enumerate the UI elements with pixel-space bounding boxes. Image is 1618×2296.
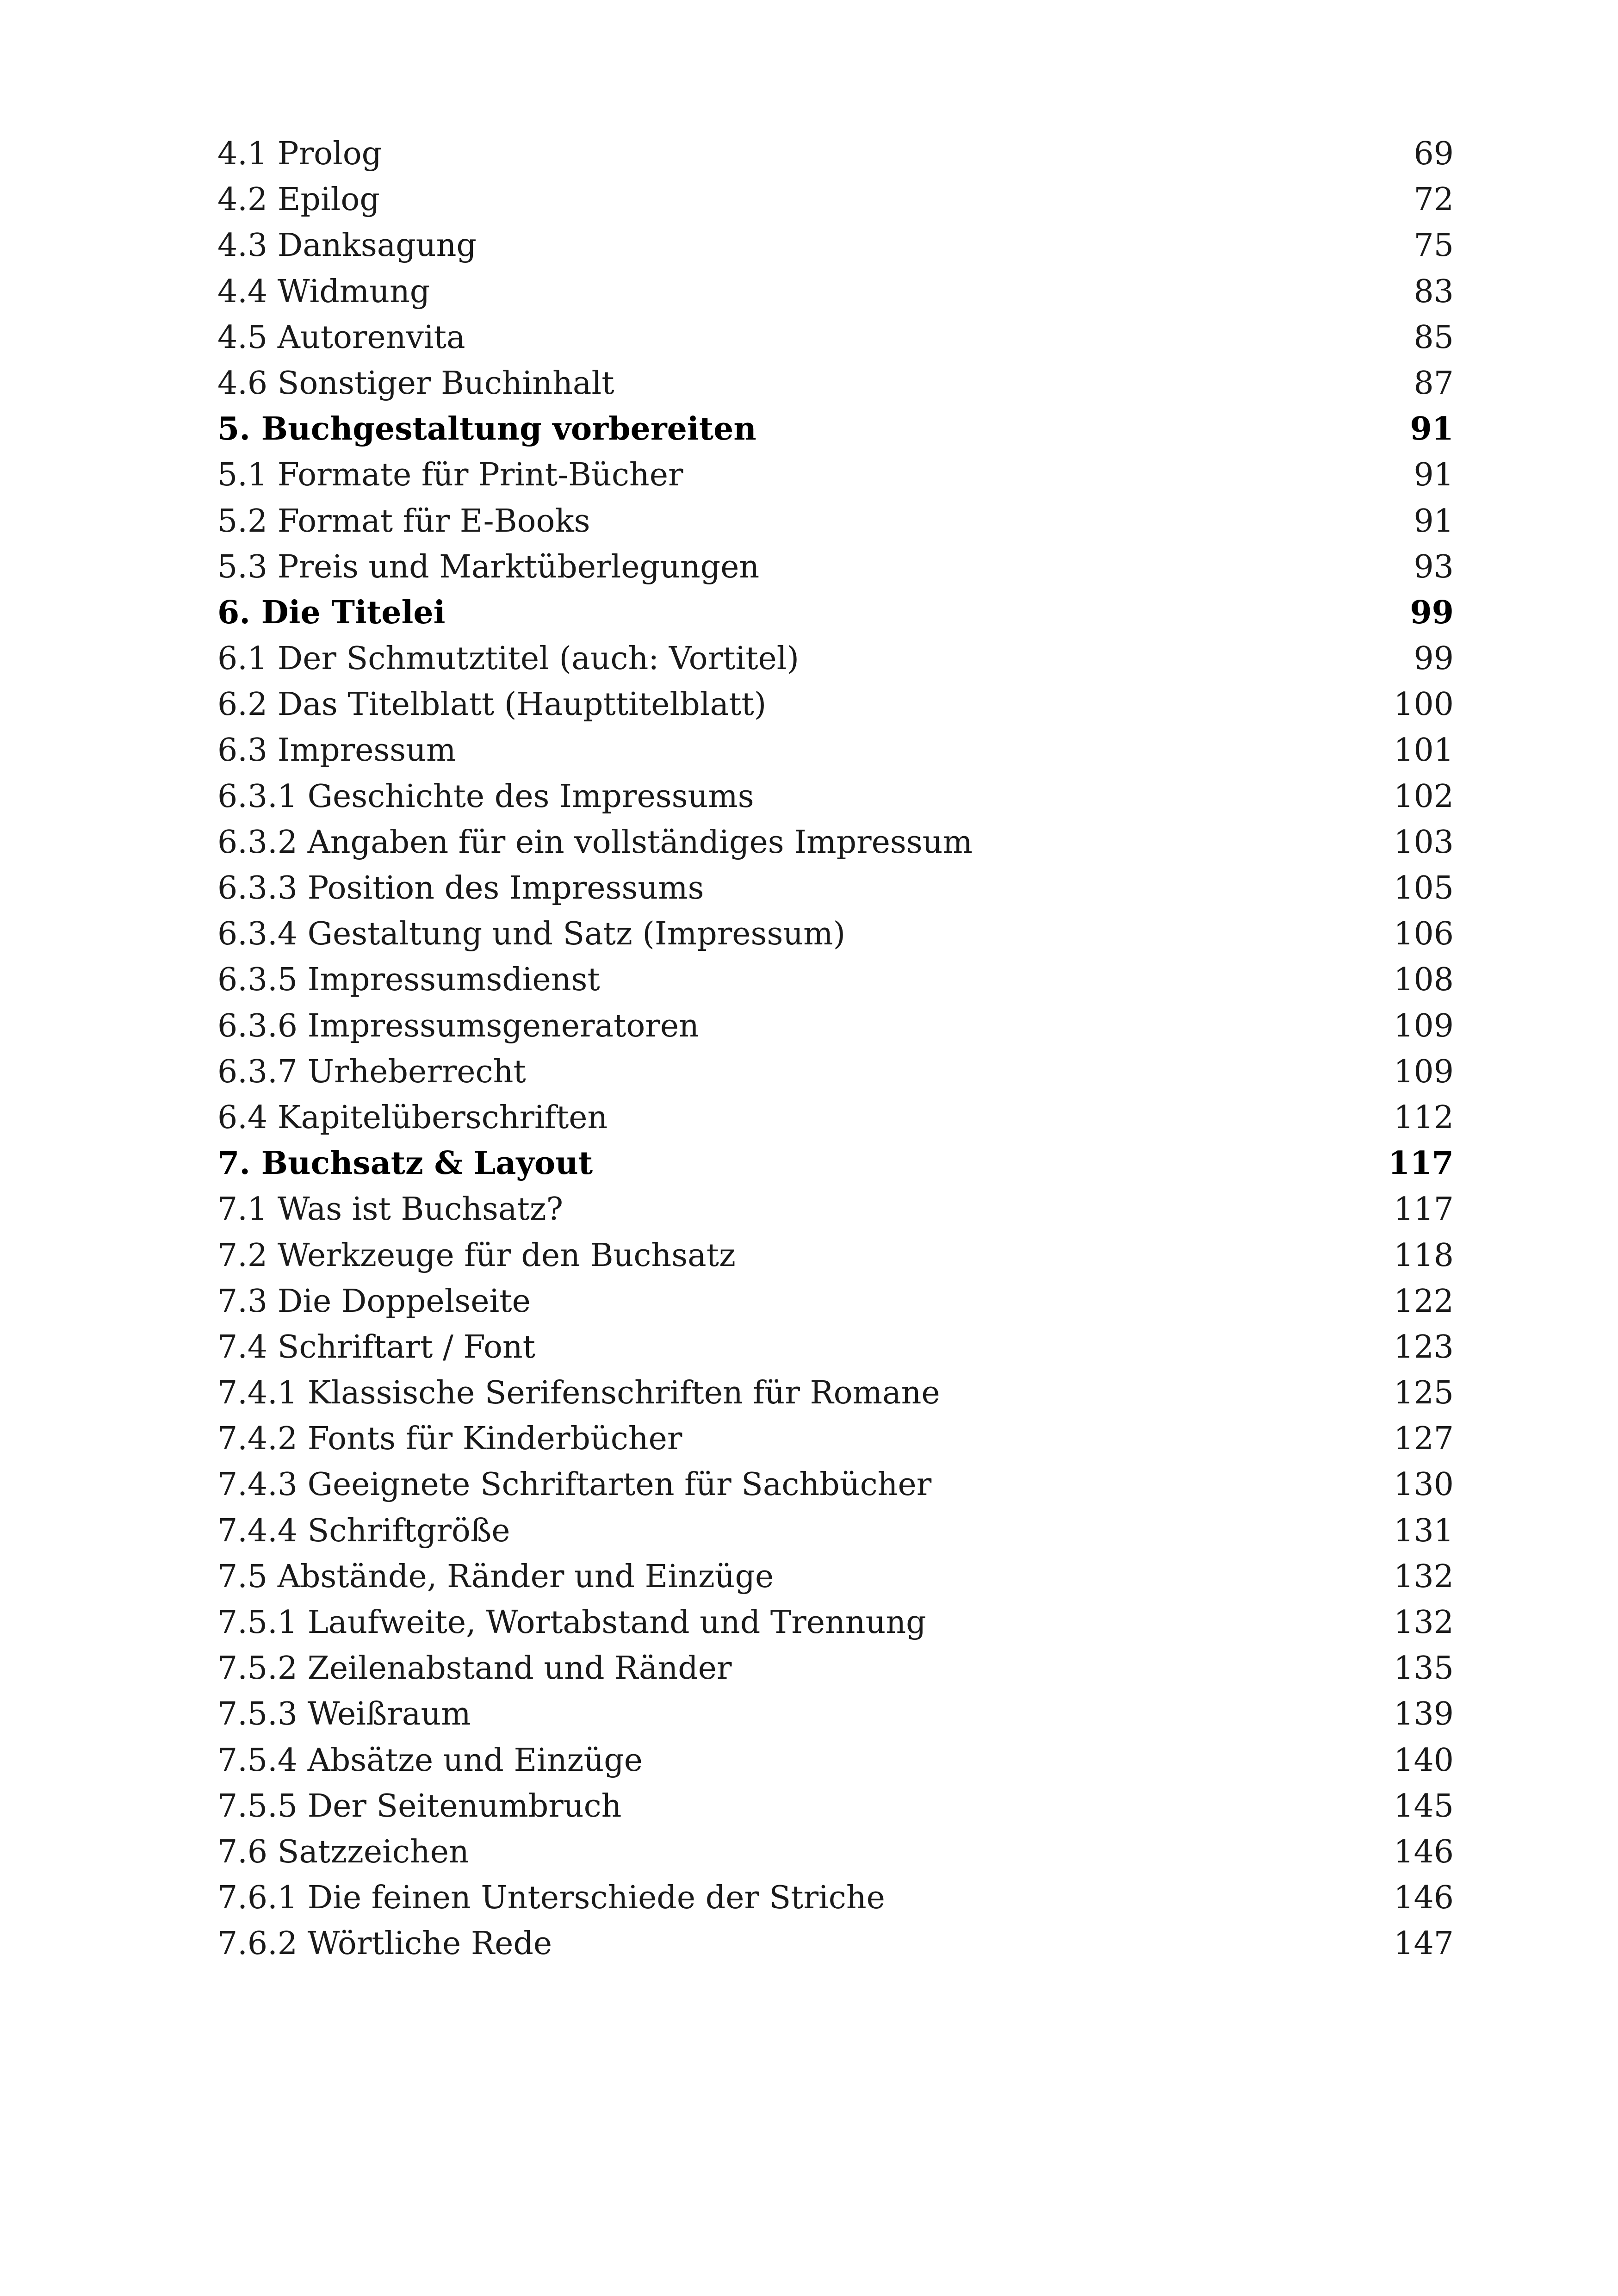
toc-entry-title: 6.3.7 Urheberrecht (217, 1053, 526, 1090)
toc-entry-page-number: 69 (1413, 136, 1454, 172)
toc-entry (217, 1829, 1454, 1875)
toc-entry (217, 1554, 1454, 1600)
toc-entry-page-number: 108 (1394, 962, 1454, 999)
toc-entry (217, 957, 1454, 1003)
table-of-contents (217, 131, 1454, 1967)
toc-entry-page-number: 99 (1410, 594, 1454, 631)
toc-entry-title: 6.3.3 Position des Impressums (217, 870, 704, 906)
toc-entry (217, 1186, 1454, 1232)
toc-entry-page-number: 146 (1394, 1833, 1454, 1870)
toc-entry-page-number: 72 (1413, 181, 1454, 218)
toc-entry-title: 7.4.4 Schriftgröße (217, 1512, 510, 1549)
toc-entry-title: 7.6 Satzzeichen (217, 1833, 469, 1870)
toc-entry-title: 4.4 Widmung (217, 273, 430, 310)
toc-entry-title: 4.1 Prolog (217, 136, 382, 172)
toc-entry-page-number: 123 (1394, 1328, 1454, 1365)
toc-entry (217, 819, 1454, 865)
toc-entry-page-number: 130 (1394, 1466, 1454, 1503)
toc-entry-title: 4.5 Autorenvita (217, 319, 465, 356)
toc-entry-page-number: 101 (1394, 732, 1454, 769)
toc-entry-title: 7.3 Die Doppelseite (217, 1283, 531, 1320)
toc-entry-page-number: 125 (1394, 1375, 1454, 1412)
toc-entry (217, 452, 1454, 498)
toc-entry-title: 6.2 Das Titelblatt (Haupttitelblatt) (217, 686, 767, 723)
toc-entry (217, 1691, 1454, 1737)
toc-entry-title: 7. Buchsatz & Layout (217, 1145, 593, 1182)
toc-entry-title: 7.5.1 Laufweite, Wortabstand und Trennung (217, 1604, 926, 1641)
toc-entry (217, 1049, 1454, 1095)
toc-entry-title: 4.3 Danksagung (217, 227, 477, 264)
toc-entry-title: 7.6.2 Wörtliche Rede (217, 1925, 552, 1962)
toc-entry (217, 544, 1454, 590)
toc-entry-page-number: 85 (1413, 319, 1454, 356)
toc-entry-page-number: 102 (1394, 778, 1454, 815)
toc-entry-title: 6. Die Titelei (217, 594, 446, 631)
toc-entry (217, 1370, 1454, 1416)
toc-entry (217, 360, 1454, 406)
toc-entry-title: 7.5.3 Weißraum (217, 1696, 471, 1733)
toc-entry (217, 1416, 1454, 1462)
toc-entry (217, 682, 1454, 727)
toc-entry (217, 1095, 1454, 1141)
toc-entry (217, 774, 1454, 819)
toc-entry-title: 6.4 Kapitelüberschriften (217, 1099, 608, 1136)
toc-entry (217, 498, 1454, 544)
toc-entry-title: 7.5.2 Zeilenabstand und Ränder (217, 1650, 732, 1687)
toc-entry-title: 7.6.1 Die feinen Unterschiede der Striche (217, 1880, 885, 1917)
toc-entry (217, 1738, 1454, 1783)
toc-entry (217, 1462, 1454, 1508)
toc-entry (217, 177, 1454, 223)
toc-entry-page-number: 140 (1394, 1742, 1454, 1779)
toc-entry-page-number: 117 (1394, 1191, 1454, 1228)
toc-entry-page-number: 91 (1413, 503, 1454, 540)
toc-entry-page-number: 135 (1394, 1650, 1454, 1687)
toc-entry-page-number: 122 (1394, 1283, 1454, 1320)
toc-entry-page-number: 91 (1413, 457, 1454, 494)
toc-entry-page-number: 83 (1413, 273, 1454, 310)
toc-entry-page-number: 75 (1413, 227, 1454, 264)
toc-entry (217, 1783, 1454, 1829)
toc-entry-page-number: 91 (1410, 410, 1454, 448)
toc-entry-title: 6.3 Impressum (217, 732, 456, 769)
toc-entry-title: 4.6 Sonstiger Buchinhalt (217, 365, 614, 402)
toc-entry (217, 1875, 1454, 1921)
toc-entry (217, 1233, 1454, 1278)
toc-entry-page-number: 132 (1394, 1558, 1454, 1595)
toc-entry-page-number: 106 (1394, 916, 1454, 953)
toc-entry-page-number: 99 (1413, 640, 1454, 677)
toc-entry-page-number: 127 (1394, 1421, 1454, 1458)
toc-entry-title: 6.3.2 Angaben für ein vollständiges Impressum (217, 824, 973, 861)
toc-entry-page-number: 93 (1413, 548, 1454, 585)
toc-entry (217, 727, 1454, 773)
toc-entry-title: 7.2 Werkzeuge für den Buchsatz (217, 1237, 736, 1274)
toc-entry-title: 7.4 Schriftart / Font (217, 1328, 536, 1365)
toc-entry-page-number: 112 (1394, 1099, 1454, 1136)
toc-entry-title: 6.1 Der Schmutztitel (auch: Vortitel) (217, 640, 800, 677)
toc-entry (217, 911, 1454, 957)
toc-entry-title: 7.5 Abstände, Ränder und Einzüge (217, 1558, 774, 1595)
toc-entry-title: 4.2 Epilog (217, 181, 380, 218)
toc-entry (217, 865, 1454, 911)
toc-entry (217, 636, 1454, 682)
toc-entry-page-number: 109 (1394, 1007, 1454, 1044)
toc-entry-title: 5.2 Format für E-Books (217, 503, 590, 540)
toc-entry-page-number: 132 (1394, 1604, 1454, 1641)
toc-chapter-heading (217, 1141, 1454, 1186)
toc-entry-title: 5.1 Formate für Print-Bücher (217, 457, 683, 494)
toc-entry-title: 7.1 Was ist Buchsatz? (217, 1191, 564, 1228)
toc-entry-page-number: 117 (1388, 1145, 1454, 1182)
toc-entry-page-number: 87 (1413, 365, 1454, 402)
toc-entry-page-number: 139 (1394, 1696, 1454, 1733)
toc-entry-page-number: 109 (1394, 1053, 1454, 1090)
toc-entry (217, 1324, 1454, 1370)
toc-entry (217, 1645, 1454, 1691)
toc-chapter-heading (217, 590, 1454, 636)
toc-entry-title: 6.3.4 Gestaltung und Satz (Impressum) (217, 916, 846, 953)
toc-entry-page-number: 118 (1394, 1237, 1454, 1274)
toc-entry (217, 1508, 1454, 1554)
toc-entry (217, 131, 1454, 177)
toc-entry-title: 7.4.3 Geeignete Schriftarten für Sachbücher (217, 1466, 932, 1503)
toc-entry (217, 269, 1454, 315)
toc-entry-title: 5. Buchgestaltung vorbereiten (217, 410, 756, 448)
toc-entry (217, 1600, 1454, 1645)
toc-entry-page-number: 131 (1394, 1512, 1454, 1549)
toc-entry-title: 7.5.5 Der Seitenumbruch (217, 1787, 622, 1824)
toc-entry-title: 6.3.5 Impressumsdienst (217, 962, 600, 999)
toc-entry-page-number: 147 (1394, 1925, 1454, 1962)
toc-entry-title: 6.3.1 Geschichte des Impressums (217, 778, 754, 815)
toc-entry-page-number: 103 (1394, 824, 1454, 861)
toc-entry-title: 7.5.4 Absätze und Einzüge (217, 1742, 643, 1779)
toc-chapter-heading (217, 406, 1454, 452)
toc-entry (217, 315, 1454, 360)
toc-entry-page-number: 100 (1394, 686, 1454, 723)
toc-entry (217, 1278, 1454, 1324)
toc-entry-title: 5.3 Preis und Marktüberlegungen (217, 548, 760, 585)
toc-entry-title: 7.4.2 Fonts für Kinderbücher (217, 1421, 682, 1458)
toc-entry-page-number: 105 (1394, 870, 1454, 906)
toc-entry (217, 1921, 1454, 1967)
toc-entry (217, 1003, 1454, 1049)
toc-entry-title: 7.4.1 Klassische Serifenschriften für Romane (217, 1375, 940, 1412)
toc-entry-page-number: 146 (1394, 1880, 1454, 1917)
toc-entry-title: 6.3.6 Impressumsgeneratoren (217, 1007, 699, 1044)
toc-entry (217, 223, 1454, 268)
toc-entry-page-number: 145 (1394, 1787, 1454, 1824)
